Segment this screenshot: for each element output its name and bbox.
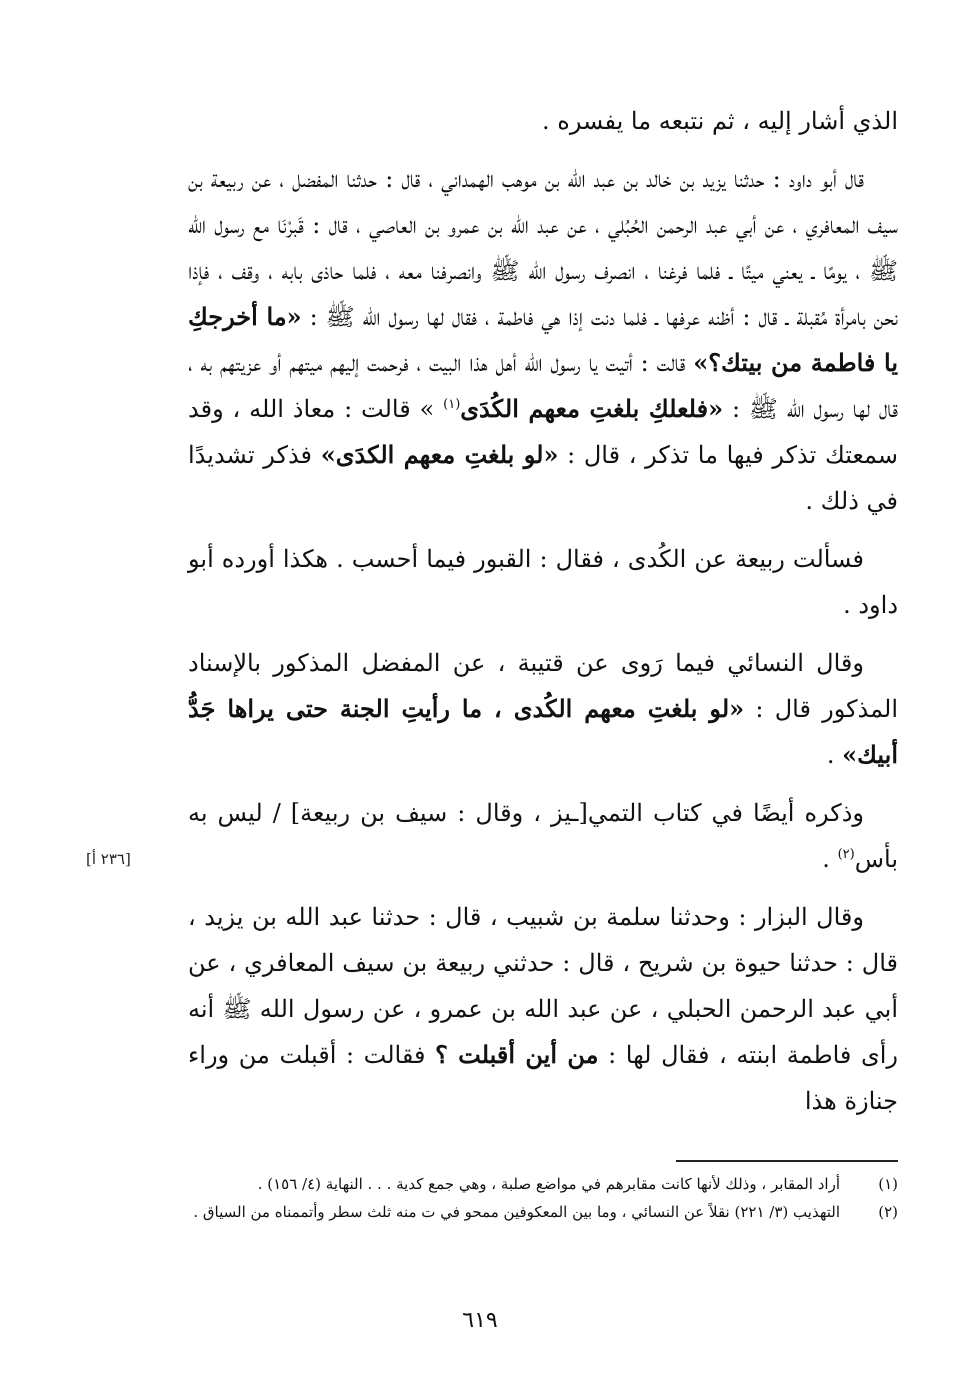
footnote-2 (188, 1198, 898, 1226)
main-text (188, 98, 898, 1124)
paragraph-2-text-g: فذكر تشديدًا في ذلك . (188, 441, 898, 515)
paragraph-3-text: فسألت ربيعة عن الكُدى ، فقال : القبور فيما أحسب . هكذا أورده أبو داود . (188, 545, 898, 619)
footnote-ref-2[interactable]: (٢) (837, 847, 855, 862)
hadith-quote-3: «لو بلغتِ معهم الكدَى» (320, 440, 559, 469)
paragraph-6-text-c: فقالت : أقبلت من وراء جنازة هذا (188, 1041, 898, 1115)
hadith-quote-1: «ما أخرجكِ يا فاطمة من بيتك؟» (188, 302, 898, 377)
paragraph-4-text-a: وقال النسائي فيما رَوى عن قتيبة ، عن المفضل المذكور بالإسناد المذكور قال : (188, 649, 899, 723)
paragraph-2-text-c: قالت : أتيت يا رسول الله أهل هذا البيت ، فرحمت إليهم ميتهم أو عزيتهم به ، قال لها رسول الله ﷺ : (188, 349, 899, 423)
hadith-quote-4: «لو بلغتِ معهم الكُدى ، ما رأيتِ الجنة حتى يراها جَدُّ أبيك» (188, 694, 898, 769)
footnote-1-number: (١) (878, 1175, 898, 1193)
paragraph-2-text-a: قال أبو داود : حدثنا يزيد بن خالد بن عبد الله بن موهب الهمداني ، قال : حدثنا المفضل ، عن ربيعة بن سيف المعافري ، عن أبي عبد الرحمن الحُبُلي ، عن عبد الله بن عمرو بن العاصي ، قال : قَبرْنَا مع رسول الله ﷺ ، يومًا ـ يعني ميتًا ـ فلما فرغنا ، انصرف رسول الله ﷺ وانصرفنا معه ، فلما حاذى بابه ، وقف ، فإذا نحن بامرأة مُقبلة ـ قال : أظنه عرفها ـ فلما دنت إذا هي فاطمة ، فقال لها رسول الله ﷺ : (188, 165, 898, 331)
hadith-quote-5: من أين أقبلت ؟ (435, 1040, 599, 1069)
footnote-divider (676, 1160, 898, 1162)
footnote-2-number: (٢) (878, 1203, 898, 1221)
paragraph-5 (188, 790, 898, 882)
paragraph-3 (188, 536, 898, 628)
paragraph-5-text-a: وذكره أيضًا في كتاب التمي[ـيز ، وقال : سيف بن ربيعة] / ليس به بأس (188, 799, 898, 873)
paragraph-5-text-b: . (822, 845, 838, 873)
paragraph-6 (188, 894, 898, 1124)
page-number: ٦١٩ (462, 1308, 498, 1333)
footnote-2-text: التهذيب (٣/ ٢٢١) نقلاً عن النسائي ، وما بين المعكوفين ممحو في ت منه ثلث سطر وأتممناه من السياق . (193, 1203, 840, 1221)
paragraph-4-text-c: . (826, 741, 843, 769)
footnote-1-text: أراد المقابر ، وذلك لأنها كانت مقابرهم في مواضع صلبة ، وهي جمع كدية . . . النهاية (٤/ ١٥٦) . (257, 1175, 840, 1193)
paragraph-6-text-a: وقال البزار : وحدثنا سلمة بن شبيب ، قال : حدثنا عبد الله بن يزيد ، قال : حدثنا حيوة بن شريح ، قال : حدثني ربيعة بن سيف المعافري ، عن أبي عبد الرحمن الحبلي ، عن عبد الله بن عمرو ، عن رسول الله ﷺ أنه رأى فاطمة ابنته ، فقال لها : (188, 903, 899, 1069)
manuscript-folio-note: [٢٣٦ أ] (86, 850, 131, 868)
footnote-ref-1[interactable]: (١) (443, 397, 461, 412)
paragraph-1-text: الذي أشار إليه ، ثم نتبعه ما يفسره . (541, 107, 898, 135)
paragraph-2-text-e: » قالت : معاذ الله ، وقد سمعتك تذكر فيها ما تذكر ، قال : (188, 395, 898, 469)
paragraph-2 (188, 156, 898, 524)
footnote-1 (188, 1170, 898, 1198)
footnotes (188, 1170, 898, 1226)
paragraph-1 (188, 98, 898, 144)
hadith-quote-2: «فلعلكِ بلغتِ معهم الكُدَى (460, 394, 724, 423)
paragraph-4 (188, 640, 898, 778)
